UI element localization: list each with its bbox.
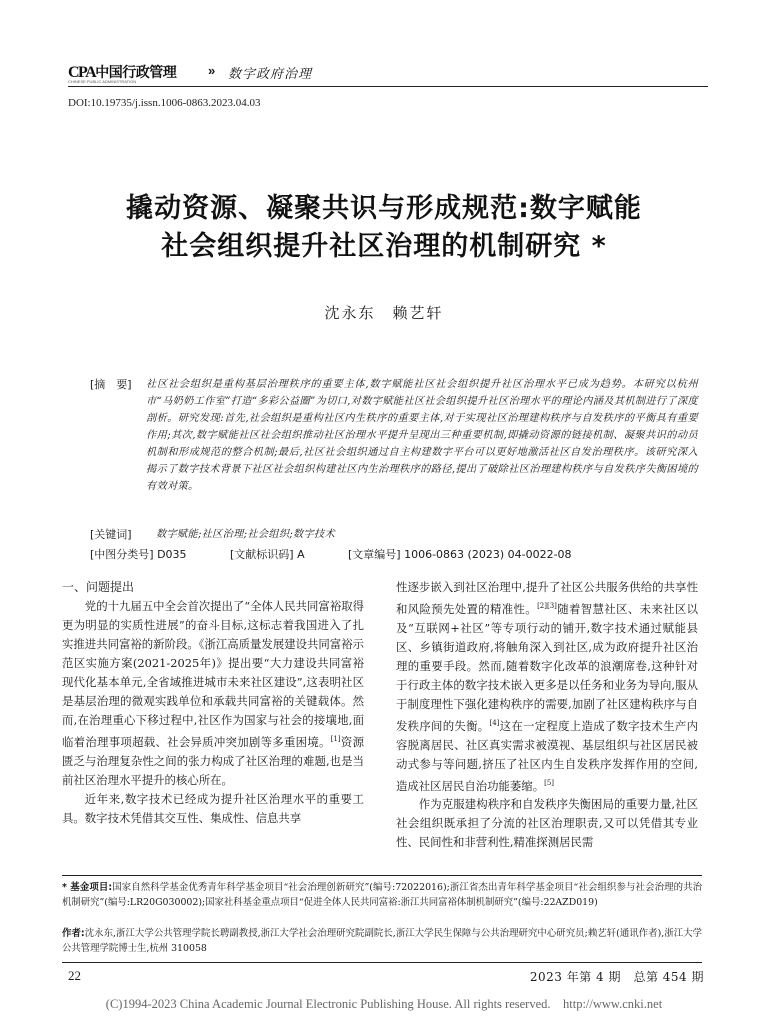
body-column-left bbox=[62, 578, 364, 828]
keywords-label: [关键词] bbox=[90, 528, 132, 541]
page-number: 22 bbox=[68, 968, 81, 983]
citation: [1] bbox=[330, 735, 341, 743]
citation: [2][3] bbox=[537, 602, 557, 610]
copyright-notice: (C)1994-2023 China Academic Journal Electronic Publishing House. All rights reserved. http://www.cnki.net bbox=[105, 997, 663, 1011]
column-name: 数字政府治理 bbox=[228, 67, 313, 82]
body-paragraph: 作为克服建构秩序和自发秩序失衡困局的重要力量,社区社会组织既承担了分流的社区治理职责,又可以凭借其专业性、民间性和非营利性,精准探测居民需 bbox=[396, 797, 698, 850]
article-title-line-1: 撬动资源、凝聚共识与形成规范:数字赋能 bbox=[126, 193, 642, 224]
abstract-text: 社区社会组织是重构基层治理秩序的重要主体,数字赋能社区社会组织提升社区治理水平已成为趋势。本研究以杭州市“马奶奶工作室”打造“多彩公益圈”为切口,对数字赋能社区社会组织提升社区治理水平的理论内涵及其机制进行了深度剖析。研究发现:首先,社会组织是重构社区内生秩序的重要主体,对于实现社区治理建构秩序与自发秩序的平衡具有重要作用;其次,数字赋能社区社会组织推动社区治理水平提升呈现出三种重要机制,即撬动资源的链接机制、凝聚共识的动员机制和形成规范的整合机制;最后,社区社会组织通过自主构建数字平台可以更好地激活社区自发治理秩序。该研究深入揭示了数字技术背景下社区社会组织构建社区内生治理秩序的路径,提出了破除社区治理建构秩序与自发秩序失衡困境的有效对策。 bbox=[146, 379, 698, 492]
logo-mark: CPA bbox=[68, 64, 96, 81]
logo-subtitle: CHINESE PUBLIC ADMINISTRATION bbox=[68, 79, 137, 84]
body-column-right bbox=[396, 578, 698, 852]
article-number: [文章编号] 1006-0863 (2023) 04-0022-08 bbox=[348, 548, 572, 561]
authors: 沈永东 赖艺轩 bbox=[324, 304, 444, 322]
body-paragraph: 近年来,数字技术已经成为提升社区治理水平的重要工具。数字技术凭借其交互性、集成性、信息共享 bbox=[62, 791, 364, 825]
clc-number: [中图分类号] D035 bbox=[90, 548, 187, 561]
journal-header bbox=[68, 62, 708, 84]
funding-label: * 基金项目: bbox=[62, 882, 113, 893]
keywords-text: 数字赋能;社区治理;社会组织;数字技术 bbox=[156, 529, 335, 540]
section-heading: 一、问题提出 bbox=[62, 580, 135, 594]
double-chevron-icon: » bbox=[208, 63, 216, 78]
body-paragraph: 党的十九届五中全会首次提出了“全体人民共同富裕取得更为明显的实质性进展”的奋斗目标,这标志着我国进入了扎实推进共同富裕的新阶段。《浙江高质量发展建设共同富裕示范区实施方案(2021-2025年)》提出要“大力建设共同富裕现代化基本单元,全省域推进城市未来社区建设”,这表明社区是基层治理的微观实践单位和承载共同富裕的关键载体。然而,在治理重心下移过程中,社区作为国家与社会的接壤地,面临着治理事项超载、社会异质冲突加剧等多重困境。[1]资源匮乏与治理复杂性之间的张力构成了社区治理的难题,也是当前社区治理水平提升的核心所在。 bbox=[62, 599, 364, 787]
funding-footnote bbox=[62, 880, 702, 910]
issue-info: 2023 年第 4 期 总第 454 期 bbox=[529, 970, 704, 984]
body-paragraph: 性逐步嵌入到社区治理中,提升了社区公共服务供给的共享性和风险预先处置的精准性。[2][3]随着智慧社区、未来社区以及“互联网+社区”等专项行动的铺开,数字技术通过赋能县区、乡镇街道政府,将触角深入到社区,成为政府提升社区治理的重要手段。然而,随着数字化改革的浪潮席卷,这种针对于行政主体的数字技术嵌入更多是以任务和业务为导向,服从于制度理性下强化建构秩序的需要,加剧了社区建构秩序与自发秩序间的失衡。[4]这在一定程度上造成了数字技术生产内容脱离居民、社区真实需求被漠视、基层组织与社区居民被动式参与等问题,挤压了社区内生自发秩序发挥作用的空间,造成社区居民自治功能萎缩。[5] bbox=[396, 580, 698, 793]
header-divider bbox=[68, 86, 708, 87]
article-title-line-2: 社会组织提升社区治理的机制研究 * bbox=[161, 231, 607, 262]
footer-divider bbox=[62, 962, 702, 963]
logo-text: 中国行政管理 bbox=[95, 65, 177, 81]
author-footnote bbox=[62, 926, 702, 956]
citation: [4] bbox=[489, 718, 500, 727]
citation: [5] bbox=[544, 778, 555, 787]
abstract-label: [摘 要] bbox=[90, 378, 132, 391]
footnote-divider bbox=[62, 875, 702, 876]
document-code: [文献标识码] A bbox=[230, 548, 305, 561]
author-text: 沈永东,浙江大学公共管理学院长聘副教授,浙江大学社会治理研究院副院长,浙江大学民生保障与公共治理研究中心研究员;赖艺轩(通讯作者),浙江大学公共管理学院博士生,杭州 310058 bbox=[62, 928, 703, 954]
doi: DOI:10.19735/j.issn.1006-0863.2023.04.03 bbox=[68, 97, 261, 109]
funding-text: 国家自然科学基金优秀青年科学基金项目“社会治理创新研究”(编号:72022016);浙江省杰出青年科学基金项目“社会组织参与社会治理的共治机制研究”(编号:LR20G030002);国家社科基金重点项目“促进全体人民共同富裕:浙江共同富裕体制机制研究”(编号:22AZD019) bbox=[62, 882, 703, 908]
author-label: 作者: bbox=[62, 928, 85, 939]
